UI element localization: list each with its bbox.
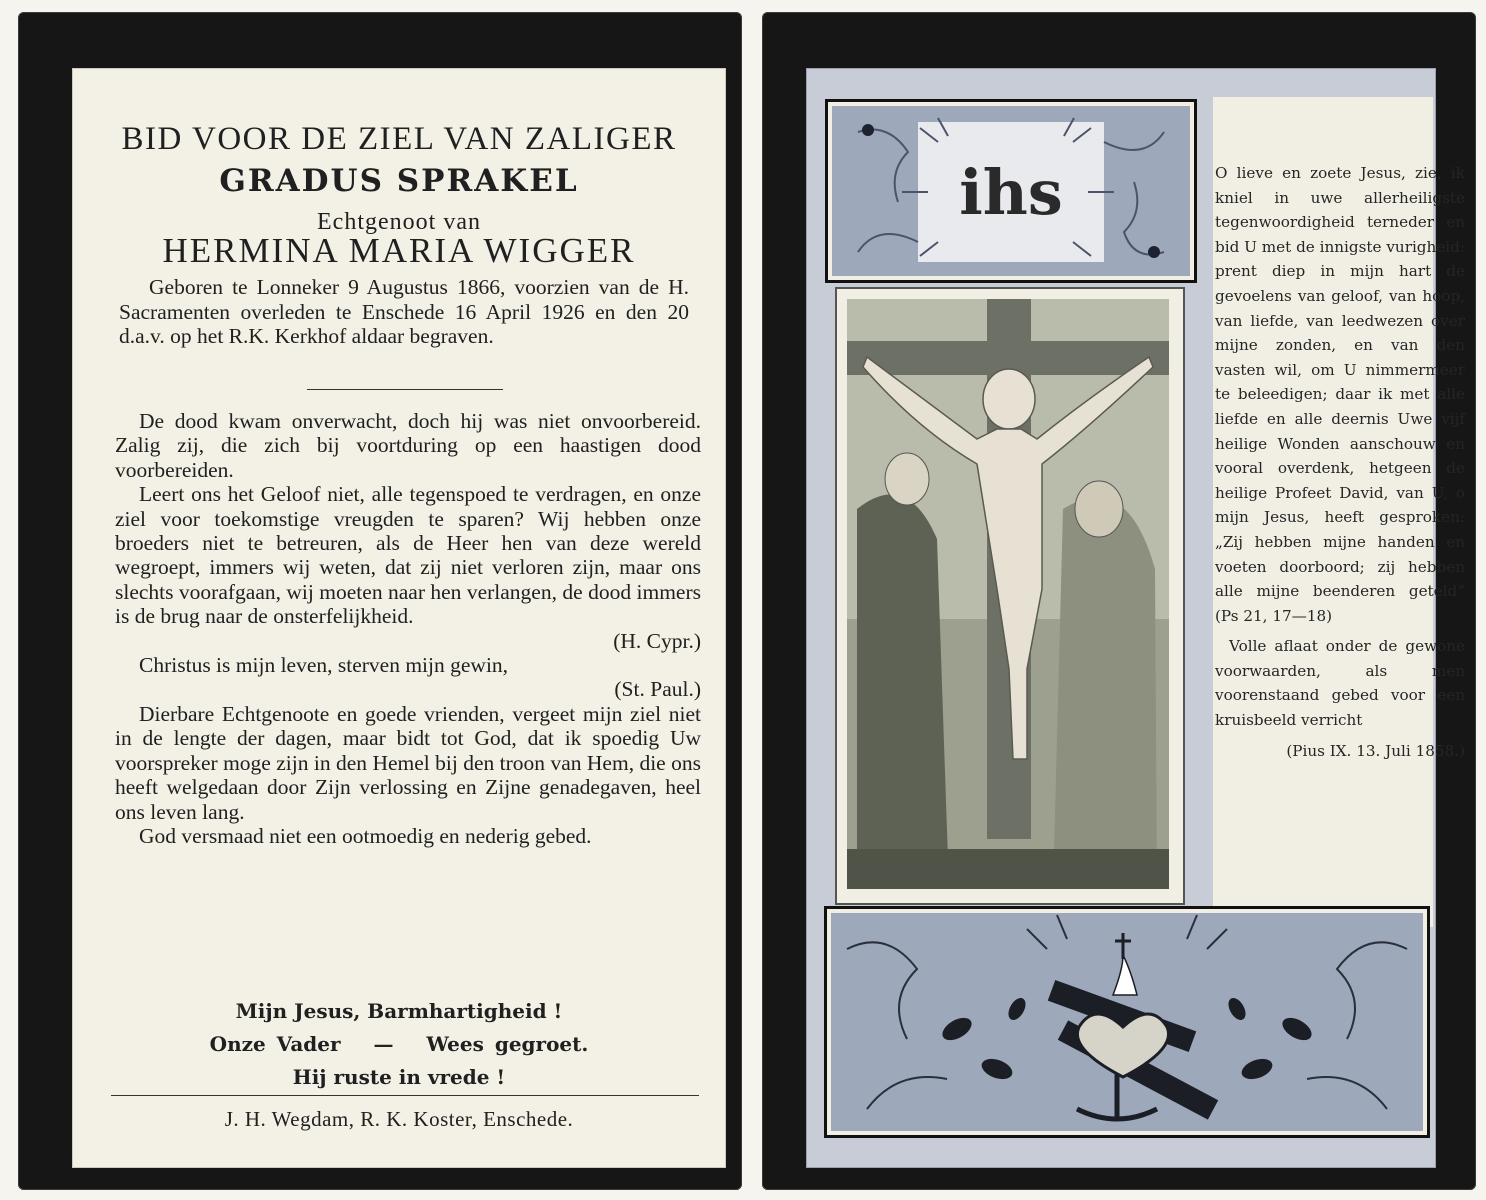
printer-credit: J. H. Wegdam, R. K. Koster, Enschede. [224, 1107, 574, 1131]
prayer-row-our-father [73, 1028, 725, 1061]
cross-heart-graphic [827, 909, 1427, 1135]
mourner-right-head [1075, 481, 1123, 537]
memorial-card-image-side [762, 12, 1476, 1190]
ihs-ornament-panel [825, 99, 1197, 283]
text-panel [72, 68, 726, 1168]
memorial-card-text-side [18, 12, 742, 1190]
mourner-left-head [885, 453, 929, 505]
leaf-icon [939, 1013, 976, 1045]
spouse-name: HERMINA MARIA WIGGER [162, 231, 636, 270]
paragraph-death: De dood kwam onverwacht, doch hij was niet onvoorbereid. Zalig zij, die zich bij voortduring op een haastigen dood voorbereiden. [115, 409, 701, 482]
crucifix-prayer: O lieve en zoete Jesus, zie, ik kniel in uwe allerheiligste tegenwoordigheid terneder en bid U met de innigste vurigheid: prent diep in mijn hart de gevoelens van geloof, van hoop, van liefde, van leedwezen over mijne zonden, en van den vasten wil, om U nimmermeer te beleedigen; daar ik met alle liefde en alle deernis Uwe vijf heilige Wonden aanschouw en vooral overdenk, hetgeen de heilige Profeet David, van U, o mijn Jesus, heeft gesproken: „Zij hebben mijne handen en voeten doorboord; zij hebben alle mijne beenderen geteld“ (Ps 21, 17—18) [1215, 164, 1465, 625]
reflection-text [115, 409, 701, 848]
ihs-monogram: ihs [959, 156, 1063, 229]
header-prayer-line: BID VOOR DE ZIEL VAN ZALIGER [121, 121, 677, 157]
flame-icon [1113, 955, 1137, 995]
halo [983, 369, 1035, 429]
prayer-separator: — [373, 1032, 394, 1056]
ihs-ornament-graphic [828, 102, 1194, 280]
spouse-intro: Echtgenoot van [317, 209, 481, 235]
cross-heart-ornament-panel [824, 906, 1430, 1138]
paragraph-spouse: Dierbare Echtgenoote en goede vrienden, vergeet mijn ziel niet in de lengte der dagen, maar bidt tot God, dat ik spoedig Uw voorspreker moge zijn in den Hemel bij den troon van Hem, die ons heeft welgedaan door Zijn verlossing en Zijne genadegaven, heel ons leven lang. [115, 701, 701, 824]
reference-paul: (St. Paul.) [614, 677, 701, 702]
divider-short [307, 389, 503, 390]
crucifixion-illustration [837, 289, 1179, 899]
mourner-left [857, 494, 949, 889]
paragraph-faith: Leert ons het Geloof niet, alle tegenspoed te verdragen, en onze ziel voor toekomstige vreugden te sparen? Wij hebben onze broeders niet te betreuren, als de Heer hen van deze wereld wegroept, immers wij weten, dat zij niet verloren zijn, maar ons slechts voorafgaan, wij moeten naar hen verlangen, de dood immers is de brug naar de onsterfelijkheid. [115, 482, 701, 629]
mourner-right [1053, 498, 1157, 889]
indulgence-text: Volle aflaat onder de gewone voorwaarden, als men voorenstaand gebed voor een kruisbeeld verricht [1215, 637, 1465, 730]
crucifixion-image [835, 287, 1185, 905]
prayer-column [1215, 161, 1465, 763]
reference-cypr: (H. Cypr.) [613, 628, 701, 653]
prayer-rest-in-peace: Hij ruste in vrede ! [292, 1065, 506, 1089]
birth-death-text: Geboren te Lonneker 9 Augustus 1866, voorzien van de H. Sacramenten overleden te Enschede 16 April 1926 en den 20 d.a.v. op het R.K. Kerkhof aldaar begraven. [119, 275, 689, 348]
prayer-mercy: Mijn Jesus, Barmhartigheid ! [235, 999, 563, 1023]
indulgence-citation: (Pius IX. 13. Juli 1858.) [1286, 741, 1465, 760]
prayer-our-father: Onze Vader [209, 1032, 341, 1056]
closing-prayers [73, 995, 725, 1094]
deceased-name: GRADUS SPRAKEL [219, 163, 579, 199]
christus-line: Christus is mijn leven, sterven mijn gewin, [139, 653, 509, 678]
paragraph-god: God versmaad niet een ootmoedig en nederig gebed. [139, 823, 592, 848]
divider-long [111, 1095, 699, 1096]
prayer-hail-mary: Wees gegroet. [426, 1032, 589, 1056]
